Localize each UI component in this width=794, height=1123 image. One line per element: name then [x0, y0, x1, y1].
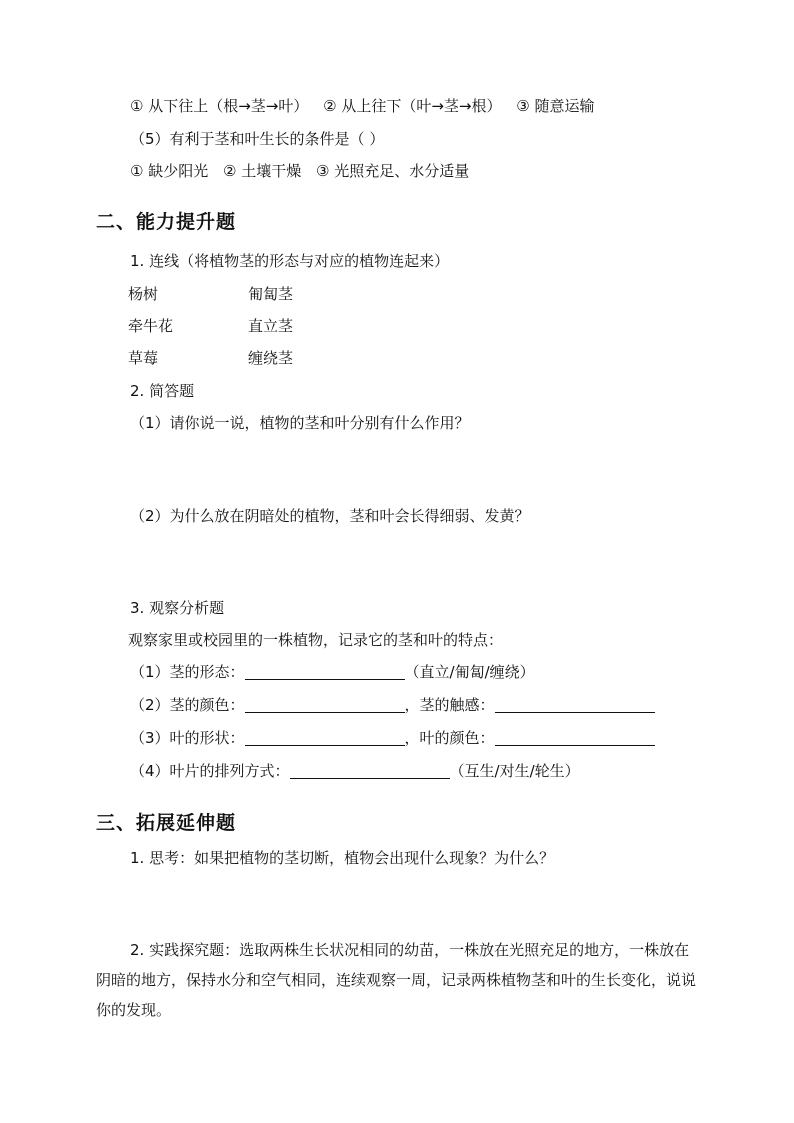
q2-2: （2）为什么放在阴暗处的植物，茎和叶会长得细弱、发黄？: [130, 507, 530, 525]
q3-3-blank-color[interactable]: [495, 729, 655, 746]
q4-options: [130, 96, 605, 116]
q1-title: 1. 连线（将植物茎的形态与对应的植物连起来）: [130, 252, 450, 270]
matching-stem-3: 缠绕茎: [248, 349, 294, 367]
s3-q1: 1. 思考：如果把植物的茎切断，植物会出现什么现象？为什么？: [130, 849, 555, 867]
q3-title: 3. 观察分析题: [130, 599, 225, 617]
q5-prompt: （5）有利于茎和叶生长的条件是（ ）: [130, 130, 385, 148]
q3-1-row: [130, 662, 535, 682]
section3-heading: 三、拓展延伸题: [96, 812, 237, 834]
matching-stem-1: 匍匐茎: [248, 285, 294, 303]
matching-stem-2: 直立茎: [248, 317, 294, 335]
q4-option-3: ③ 随意运输: [516, 97, 595, 115]
q3-1-suffix: （直立/匍匐/缠绕）: [404, 663, 535, 681]
q3-4-blank[interactable]: [290, 762, 450, 779]
q2-title: 2. 简答题: [130, 382, 195, 400]
section2-heading: 二、能力提升题: [96, 211, 237, 233]
matching-plant-3: 草莓: [128, 349, 159, 367]
q3-1-blank[interactable]: [245, 663, 405, 680]
q4-option-1: ① 从下往上（根→茎→叶）: [130, 97, 309, 115]
q3-2-mid: ，茎的触感：: [404, 696, 495, 714]
q3-2-blank-color[interactable]: [245, 696, 405, 713]
q5-option-2: ② 土壤干燥: [223, 162, 302, 180]
q3-3-label: （3）叶的形状：: [130, 729, 245, 747]
q3-4-label: （4）叶片的排列方式：: [130, 762, 290, 780]
q5-option-1: ① 缺少阳光: [130, 162, 209, 180]
s3-q2: [96, 935, 700, 1025]
q2-1: （1）请你说一说，植物的茎和叶分别有什么作用？: [130, 414, 470, 432]
q3-3-mid: ，叶的颜色：: [404, 729, 495, 747]
q3-4-suffix: （互生/对生/轮生）: [449, 762, 580, 780]
q3-1-label: （1）茎的形态：: [130, 663, 245, 681]
q4-option-2: ② 从上往下（叶→茎→根）: [323, 97, 502, 115]
q3-2-blank-touch[interactable]: [495, 696, 655, 713]
q3-4-row: [130, 761, 580, 781]
q3-2-row: [130, 695, 655, 715]
q3-3-row: [130, 728, 655, 748]
q3-3-blank-shape[interactable]: [245, 729, 405, 746]
q5-options: [130, 161, 479, 181]
matching-plant-1: 杨树: [128, 285, 159, 303]
q5-option-3: ③ 光照充足、水分适量: [316, 162, 470, 180]
q3-2-label: （2）茎的颜色：: [130, 696, 245, 714]
s3-q2-text: 2. 实践探究题：选取两株生长状况相同的幼苗，一株放在光照充足的地方，一株放在阴暗的地方，保持水分和空气相同，连续观察一周，记录两株植物茎和叶的生长变化，说说你的发现。: [96, 941, 697, 1019]
matching-plant-2: 牵牛花: [128, 317, 174, 335]
q3-intro: 观察家里或校园里的一株植物，记录它的茎和叶的特点：: [128, 631, 504, 649]
